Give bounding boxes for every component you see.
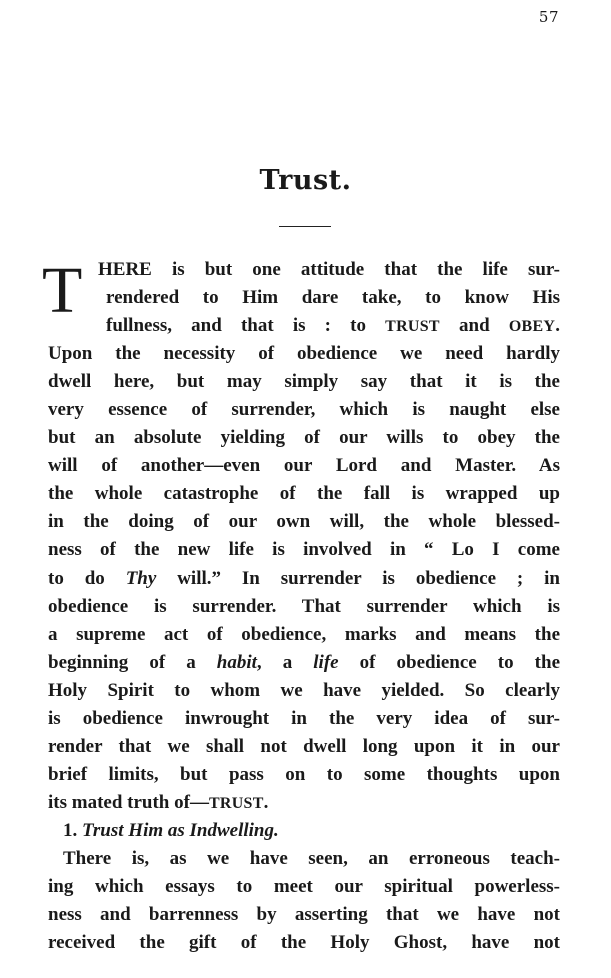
page-number: 57 [538,8,559,26]
chapter-title: Trust. [259,165,352,196]
text-line: obedience is surrender. That surrender which is [48,595,560,617]
italic-thy: Thy [125,567,157,589]
text-line: its mated truth of—TRUST. [48,791,269,813]
section-heading-italic: Trust Him as Indwelling. [82,819,279,841]
text-line: render that we shall not dwell long upon it in our [48,735,560,757]
text-line: Holy Spirit to whom we have yielded. So clearly [48,679,560,701]
small-caps-trust: TRUST [385,318,440,336]
italic-habit: habit [216,651,257,673]
text-line: will of another—even our Lord and Master. As [48,455,560,477]
text-line: is obedience inwrought in the very idea of sur- [48,707,560,729]
text-line: Upon the necessity of obedience we need hardly [48,343,560,365]
small-caps-trust: TRUST [208,794,264,812]
text-line: received the gift of the Holy Ghost, have not [48,932,560,954]
text-line: to do Thy will.” In surrender is obedience ; in [48,567,560,589]
drop-cap: T [42,254,83,327]
text-line: but an absolute yielding of our wills to obey the [48,427,560,449]
text-line: brief limits, but pass on to some thoughts upon [48,763,560,785]
text-line: the whole catastrophe of the fall is wrapped up [48,483,560,505]
italic-life: life [313,651,339,673]
text-line: ness and barrenness by asserting that we have not [48,904,560,926]
small-caps-obey: OBEY [508,318,556,336]
text-line: HERE is but one attitude that the life sur- [98,259,560,280]
text-line: beginning of a habit, a life of obedience to the [48,651,561,673]
text-line: ness of the new life is involved in “ Lo I come [48,539,560,561]
text-line: There is, as we have seen, an erroneous teach- [63,847,560,869]
chapter-body [42,254,561,957]
text-line: ing which essays to meet our spiritual powerless- [48,876,560,898]
text-line: rendered to Him dare take, to know His [106,287,560,309]
text-line: in the doing of our own will, the whole blessed- [48,511,560,533]
text-line: fullness, and that is : to TRUST and OBEY. [106,315,560,337]
section-heading: 1. Trust Him as Indwelling. [63,819,279,841]
title-rule [279,226,331,227]
text-line: very essence of surrender, which is naught else [48,399,560,421]
text-line: dwell here, but may simply say that it is the [48,371,560,393]
text-line: a supreme act of obedience, marks and means the [48,623,560,645]
